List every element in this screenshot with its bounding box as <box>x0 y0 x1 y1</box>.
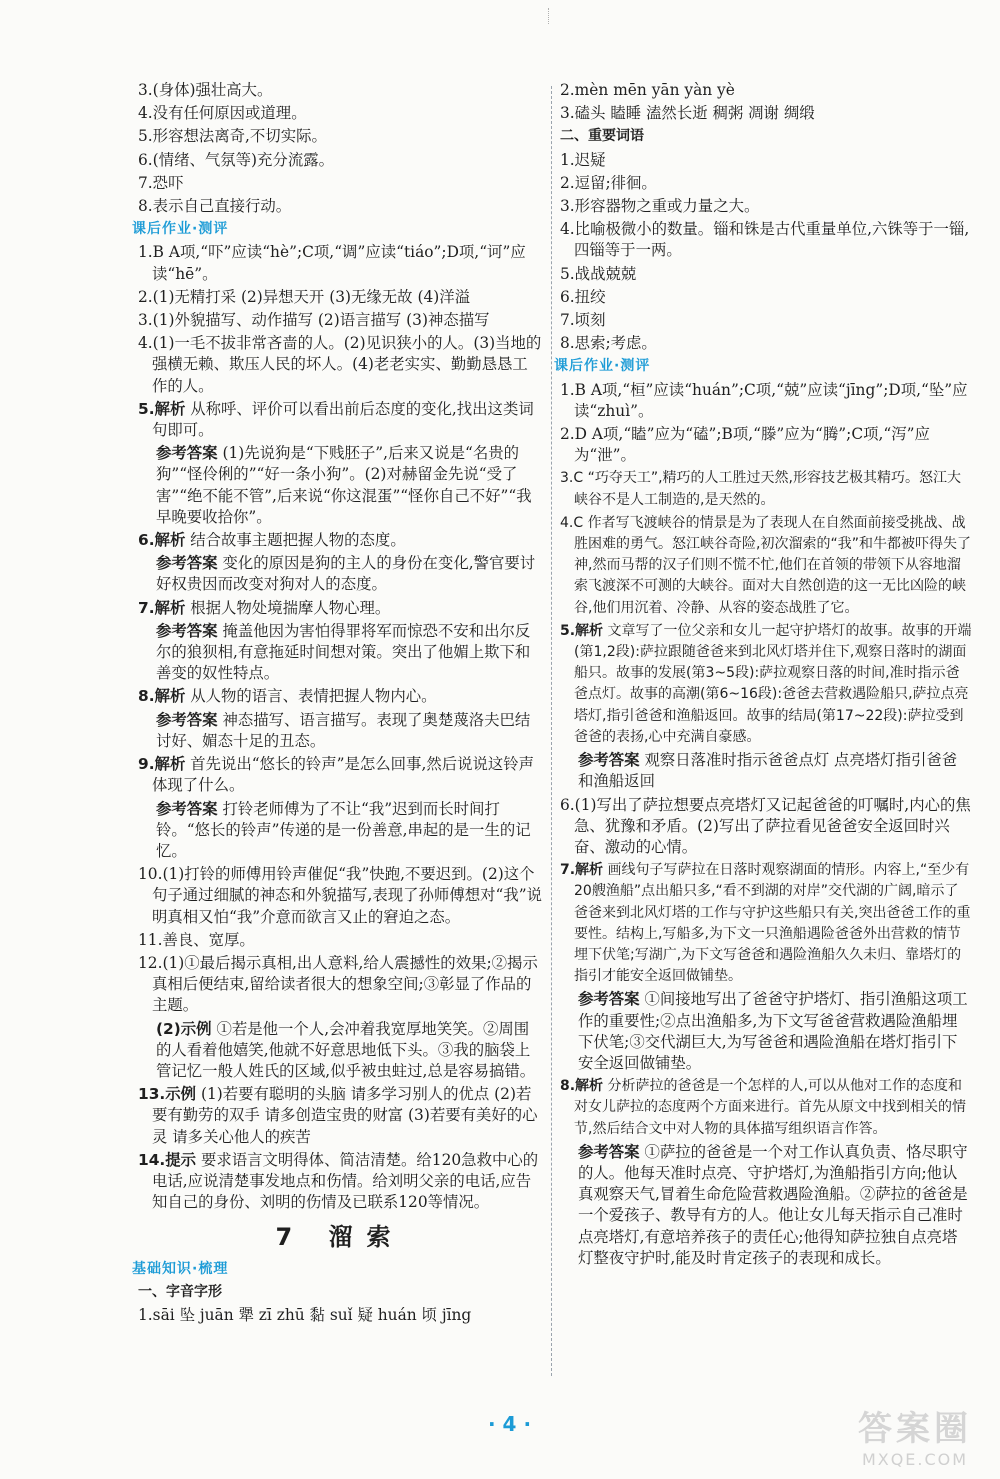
answer-item <box>138 126 542 147</box>
answer-item <box>560 380 972 422</box>
answer-item <box>138 287 542 308</box>
left-column <box>132 80 543 1328</box>
answer-item <box>138 103 542 124</box>
answer-text: 2.mèn mēn yān yàn yè <box>560 81 735 99</box>
answer-text: 8.表示自己直接行动。 <box>138 197 292 216</box>
answer-text: 1.迟疑 <box>560 150 606 169</box>
answer-text: 变化的原因是狗的主人的身份在变化,警官要讨好权贵因而改变对狗对人的态度。 <box>156 554 536 594</box>
answer-text: 6.(情绪、气氛等)充分流露。 <box>138 150 334 169</box>
answer-text: 结合故事主题把握人物的态度。 <box>185 531 406 550</box>
answer-tag: 9.解析 <box>138 755 186 774</box>
answer-item <box>560 513 972 619</box>
answer-tag: 参考答案 <box>578 990 640 1009</box>
answer-text: 11.善良、宽厚。 <box>138 930 255 949</box>
answer-item <box>138 1019 542 1083</box>
answer-text: 3.形容器物之重或力量之大。 <box>560 197 760 216</box>
answer-text: 6.扭绞 <box>560 287 606 306</box>
answer-text: 首先说出“悠长的铃声”是怎么回事,然后说说这铃声体现了什么。 <box>152 755 535 795</box>
answer-item <box>138 754 542 796</box>
answer-item <box>560 80 972 101</box>
answer-item <box>138 1305 542 1326</box>
answer-item <box>560 333 972 354</box>
answer-item <box>560 219 972 261</box>
answer-text: 神态描写、语言描写。表现了奥楚蔑洛夫巴结讨好、媚态十足的丑态。 <box>156 710 531 750</box>
answer-item <box>138 621 542 685</box>
answer-item <box>560 103 972 124</box>
answer-tag: 参考答案 <box>156 621 218 640</box>
answer-item <box>560 750 972 792</box>
answer-item <box>138 242 542 284</box>
answer-item <box>560 1076 972 1140</box>
answer-item <box>138 1084 542 1148</box>
answer-text: 要求语言文明得体、简洁清楚。给120急救中心的电话,应说清楚事发地点和伤情。给刘明父亲的电话,应告知自己的身份、刘明的伤情及已联系120等情况。 <box>152 1150 539 1212</box>
top-mark <box>548 8 550 24</box>
answer-text: 12.(1)①最后揭示真相,出人意料,给人震撼性的效果;②揭示真相后便结束,留给读者很大的想象空间;③彰显了作品的主题。 <box>138 953 538 1015</box>
subsection-heading: 二、重要词语 <box>560 128 644 145</box>
answer-text: 6.(1)写出了萨拉想要点亮塔灯又记起爸爸的叮嘱时,内心的焦急、犹豫和矛盾。(2)写出了萨拉看见爸爸安全返回时兴奋、激动的心情。 <box>560 795 971 856</box>
answer-item <box>138 953 542 1017</box>
answer-text: 从称呼、评价可以看出前后态度的变化,找出这类词句即可。 <box>152 399 534 440</box>
answer-text: ①若是他一个人,会冲着我宽厚地笑笑。②周围的人看着他嬉笑,他就不好意思地低下头。③我的脑袋上管记忆一般人姓氏的区域,似乎被虫蛀过,总是容易搞错。 <box>156 1019 536 1080</box>
answer-text: 分析萨拉的爸爸是一个怎样的人,可以从他对工作的态度和对女儿萨拉的态度两个方面来进行。首先从原文中找到相关的情节,然后结合文中对人物的具体描写组织语言作答。 <box>574 1078 966 1137</box>
answer-text: 4.C 作者写飞渡峡谷的情景是为了表现人在自然面前接受挑战、战胜困难的勇气。怒江峡谷奇险,初次溜索的“我”和牛都被吓得失了神,然而马帮的汉子们则不慌不忙,他们在首领的带领下从容地溜索飞渡深不可测的大峡谷。面对大自然创造的这一无比凶险的峡谷,他们用沉着、冷静、从容的姿态战胜了它。 <box>560 514 971 616</box>
answer-text: (1)若要有聪明的头脑 请多学习别人的优点 (2)若要有勤劳的双手 请多创造宝贵的财富 (3)若要有美好的心灵 请多关心他人的疾苦 <box>152 1085 538 1146</box>
answer-tag: 7.解析 <box>560 862 604 879</box>
chapter-title: 7 溜索 <box>275 1223 405 1252</box>
answer-text: 5.形容想法离奇,不切实际。 <box>138 127 327 146</box>
answer-tag: 5.解析 <box>560 622 604 639</box>
answer-text: 2.逗留;徘徊。 <box>560 173 657 192</box>
answer-text: 画线句子写萨拉在日落时观察湖面的情形。内容上,“至少有20艘渔船”点出船只多,“看不到湖的对岸”交代湖的广阔,暗示了爸爸来到北风灯塔的工作与守护这些船只有关,突出爸爸工作的重要性。结构上,写船多,为下文一只渔船遇险爸爸外出营救的情节埋下伏笔;写湖广,为下文写爸爸和遇险渔船久久未归、靠塔灯的指引才能安全返回做铺垫。 <box>574 862 971 985</box>
answer-item <box>138 799 542 863</box>
answer-tag: 参考答案 <box>156 710 218 729</box>
answer-item <box>560 468 972 510</box>
answer-text: 1.B A项,“桓”应读“huán”;C项,“兢”应读“jīng”;D项,“坠”应读“zhuì”。 <box>560 380 968 420</box>
answer-text: 观察日落准时指示爸爸点灯 点亮塔灯指引爸爸和渔船返回 <box>578 751 958 791</box>
answer-item <box>138 399 542 441</box>
watermark-logo: 答案圈 MXQE.COM <box>858 1409 972 1469</box>
answer-item <box>138 864 542 928</box>
answer-item <box>560 196 972 217</box>
answer-text: 4.(1)一毛不拔非常吝啬的人。(2)见识狭小的人。(3)当地的强横无赖、欺压人民的坏人。(4)老老实实、勤勤恳恳工作的人。 <box>138 334 542 395</box>
answer-text: 7.恐吓 <box>138 173 184 192</box>
answer-item <box>138 196 542 217</box>
column-divider <box>551 86 552 1376</box>
answer-item <box>560 287 972 308</box>
answer-text: 8.思索;考虑。 <box>560 334 657 353</box>
answer-item <box>560 264 972 285</box>
answer-tag: 参考答案 <box>578 751 640 770</box>
answer-text: 3.磕头 瞌睡 溘然长逝 稠粥 凋谢 绸缎 <box>560 104 815 123</box>
answer-item <box>560 150 972 171</box>
answer-text: ①萨拉的爸爸是一个对工作认真负责、恪尽职守的人。他每天准时点亮、守护塔灯,为渔船指引方向;他认真观察天气,冒着生命危险营救遇险渔船。②萨拉的爸爸是一个爱孩子、教导有方的人。他让女儿每天指示自己准时点亮塔灯,有意培养孩子的责任心;他得知萨拉独自点亮塔灯整夜守护时,能及时肯定孩子的表现和成长。 <box>578 1142 968 1267</box>
answer-text: 文章写了一位父亲和女儿一起守护塔灯的故事。故事的开端(第1,2段):萨拉跟随爸爸来到北风灯塔并住下,观察日落时的湖面船只。故事的发展(第3~5段):萨拉观察日落的时间,准时指示爸爸点灯。故事的高潮(第6~16段):爸爸去营救遇险船只,萨拉点亮塔灯,指引爸爸和渔船返回。故事的结局(第17~22段):萨拉受到爸爸的表扬,心中充满自豪感。 <box>574 622 972 745</box>
answer-text: 3.C “巧夺天工”,精巧的人工胜过天然,形容技艺极其精巧。怒江大峡谷不是人工制造的,是天然的。 <box>560 470 961 508</box>
answer-item <box>138 686 542 707</box>
section-heading: 课后作业·测评 <box>554 358 651 375</box>
answer-tag: 8.解析 <box>138 687 186 706</box>
answer-tag: 6.解析 <box>138 531 186 550</box>
answer-tag: 8.解析 <box>560 1078 604 1095</box>
answer-tag: 13.示例 <box>138 1085 197 1104</box>
right-column <box>554 80 972 1271</box>
answer-text: 4.比喻极微小的数量。锱和铢是古代重量单位,六铢等于一锱,四锱等于一两。 <box>560 220 970 260</box>
answer-tag: 参考答案 <box>156 444 218 463</box>
answer-item <box>138 443 542 528</box>
answer-text: 从人物的语言、表情把握人物内心。 <box>185 687 437 706</box>
answer-text: (1)先说狗是“下贱胚子”,后来又说是“名贵的狗”“怪伶俐的”“好一条小狗”。(2)对赫留金先说“受了害”“绝不能不管”,后来说“你这混蛋”“怪你自己不好”“我早晚要收拾你”。 <box>156 444 532 526</box>
answer-text: 掩盖他因为害怕得罪将军而惊恐不安和出尔反尔的狼狈相,有意拖延时间想对策。突出了他媚上欺下和善变的奴性特点。 <box>156 621 531 683</box>
answer-text: 1.B A项,“吓”应读“hè”;C项,“调”应读“tiáo”;D项,“诃”应读“hē”。 <box>138 243 526 283</box>
answer-item <box>138 80 542 101</box>
answer-tag: 参考答案 <box>156 799 218 818</box>
answer-text: 3.(1)外貌描写、动作描写 (2)语言描写 (3)神态描写 <box>138 311 490 330</box>
answer-text: 10.(1)打铃的师傅用铃声催促“我”快跑,不要迟到。(2)这个句子通过细腻的神态和外貌描写,表现了孙师傅想对“我”说明真相又怕“我”介意而欲言又止的窘迫之态。 <box>138 865 543 926</box>
answer-text: 3.(身体)强壮高大。 <box>138 81 273 99</box>
answer-tag: 14.提示 <box>138 1150 197 1169</box>
answer-item <box>138 930 542 951</box>
section-heading: 课后作业·测评 <box>132 221 229 238</box>
answer-text: 打铃老师傅为了不让“我”迟到而长时间打铃。“悠长的铃声”传递的是一份善意,串起的是一生的记忆。 <box>156 799 531 860</box>
answer-item <box>560 989 972 1074</box>
answer-item <box>560 1142 972 1269</box>
answer-item <box>138 310 542 331</box>
answer-text: ①间接地写出了爸爸守护塔灯、指引渔船这项工作的重要性;②点出渔船多,为下文写爸爸营救遇险渔船埋下伏笔;③交代湖巨大,为写爸爸和遇险渔船在塔灯指引下安全返回做铺垫。 <box>578 990 968 1072</box>
answer-tag: 参考答案 <box>156 554 218 573</box>
answer-item <box>138 333 542 397</box>
subsection-heading: 一、字音字形 <box>138 1283 222 1300</box>
answer-item <box>138 598 542 619</box>
answer-item <box>560 621 972 748</box>
answer-item <box>560 173 972 194</box>
answer-item <box>138 710 542 752</box>
answer-text: 根据人物处境揣摩人物心理。 <box>185 598 391 617</box>
answer-tag: (2)示例 <box>156 1019 212 1038</box>
answer-item <box>138 530 542 551</box>
answer-text: 7.顷刻 <box>560 311 606 330</box>
answer-item <box>560 795 972 859</box>
answer-item <box>138 1150 542 1214</box>
answer-text: 1.sāi 坠 juān 犟 zī zhū 黏 suǐ 疑 huán 顷 jīng <box>138 1305 472 1324</box>
answer-text: 4.没有任何原因或道理。 <box>138 104 307 123</box>
section-heading: 基础知识·梳理 <box>132 1260 229 1277</box>
answer-tag: 7.解析 <box>138 598 186 617</box>
answer-item <box>138 553 542 595</box>
answer-item <box>560 310 972 331</box>
answer-item <box>560 860 972 987</box>
page-number: · 4 · <box>488 1412 532 1436</box>
answer-text: 5.战战兢兢 <box>560 264 637 283</box>
answer-item <box>138 150 542 171</box>
answer-text: 2.D A项,“瞌”应为“磕”;B项,“滕”应为“腾”;C项,“泻”应为“泄”。 <box>560 425 930 465</box>
answer-tag: 5.解析 <box>138 399 186 418</box>
answer-tag: 参考答案 <box>578 1142 640 1161</box>
answer-item <box>138 173 542 194</box>
answer-text: 2.(1)无精打采 (2)异想天开 (3)无缘无故 (4)洋溢 <box>138 287 471 306</box>
answer-item <box>560 424 972 466</box>
